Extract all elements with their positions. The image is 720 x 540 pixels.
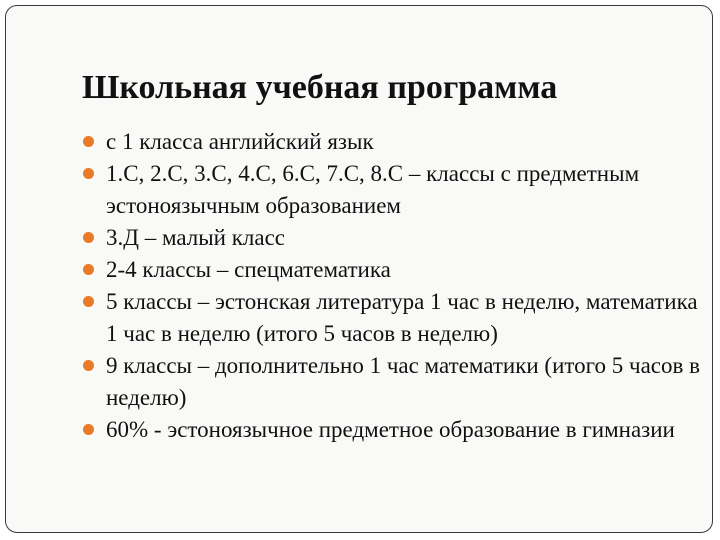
bullet-dot-icon xyxy=(83,168,94,179)
bullet-item xyxy=(80,350,700,414)
bullet-item xyxy=(80,254,700,286)
slide-title: Школьная учебная программа xyxy=(82,69,558,106)
bullet-text: 3.Д – малый класс xyxy=(106,225,286,250)
bullet-item xyxy=(80,414,700,446)
bullet-dot-icon xyxy=(83,232,94,243)
bullet-dot-icon xyxy=(83,136,94,147)
bullet-item xyxy=(80,222,700,254)
bullet-text: 1.С, 2.С, 3.С, 4.С, 6.С, 7.С, 8.С – классы с предметным эстоноязычным образованием xyxy=(106,161,640,218)
bullet-dot-icon xyxy=(83,360,94,371)
bullet-text: 2-4 классы – спецматематика xyxy=(106,257,391,282)
bullet-text: 5 классы – эстонская литература 1 час в неделю, математика 1 час в неделю (итого 5 часов в неделю) xyxy=(106,289,698,346)
bullet-text: 60% - эстоноязычное предметное образование в гимназии xyxy=(106,417,675,442)
bullet-list xyxy=(80,126,700,446)
bullet-item xyxy=(80,158,700,222)
bullet-item xyxy=(80,126,700,158)
slide xyxy=(5,5,713,533)
bullet-text: 9 классы – дополнительно 1 час математики (итого 5 часов в неделю) xyxy=(106,353,700,410)
bullet-dot-icon xyxy=(83,296,94,307)
bullet-text: с 1 класса английский язык xyxy=(106,129,374,154)
bullet-dot-icon xyxy=(83,264,94,275)
bullet-item xyxy=(80,286,700,350)
bullet-dot-icon xyxy=(83,424,94,435)
